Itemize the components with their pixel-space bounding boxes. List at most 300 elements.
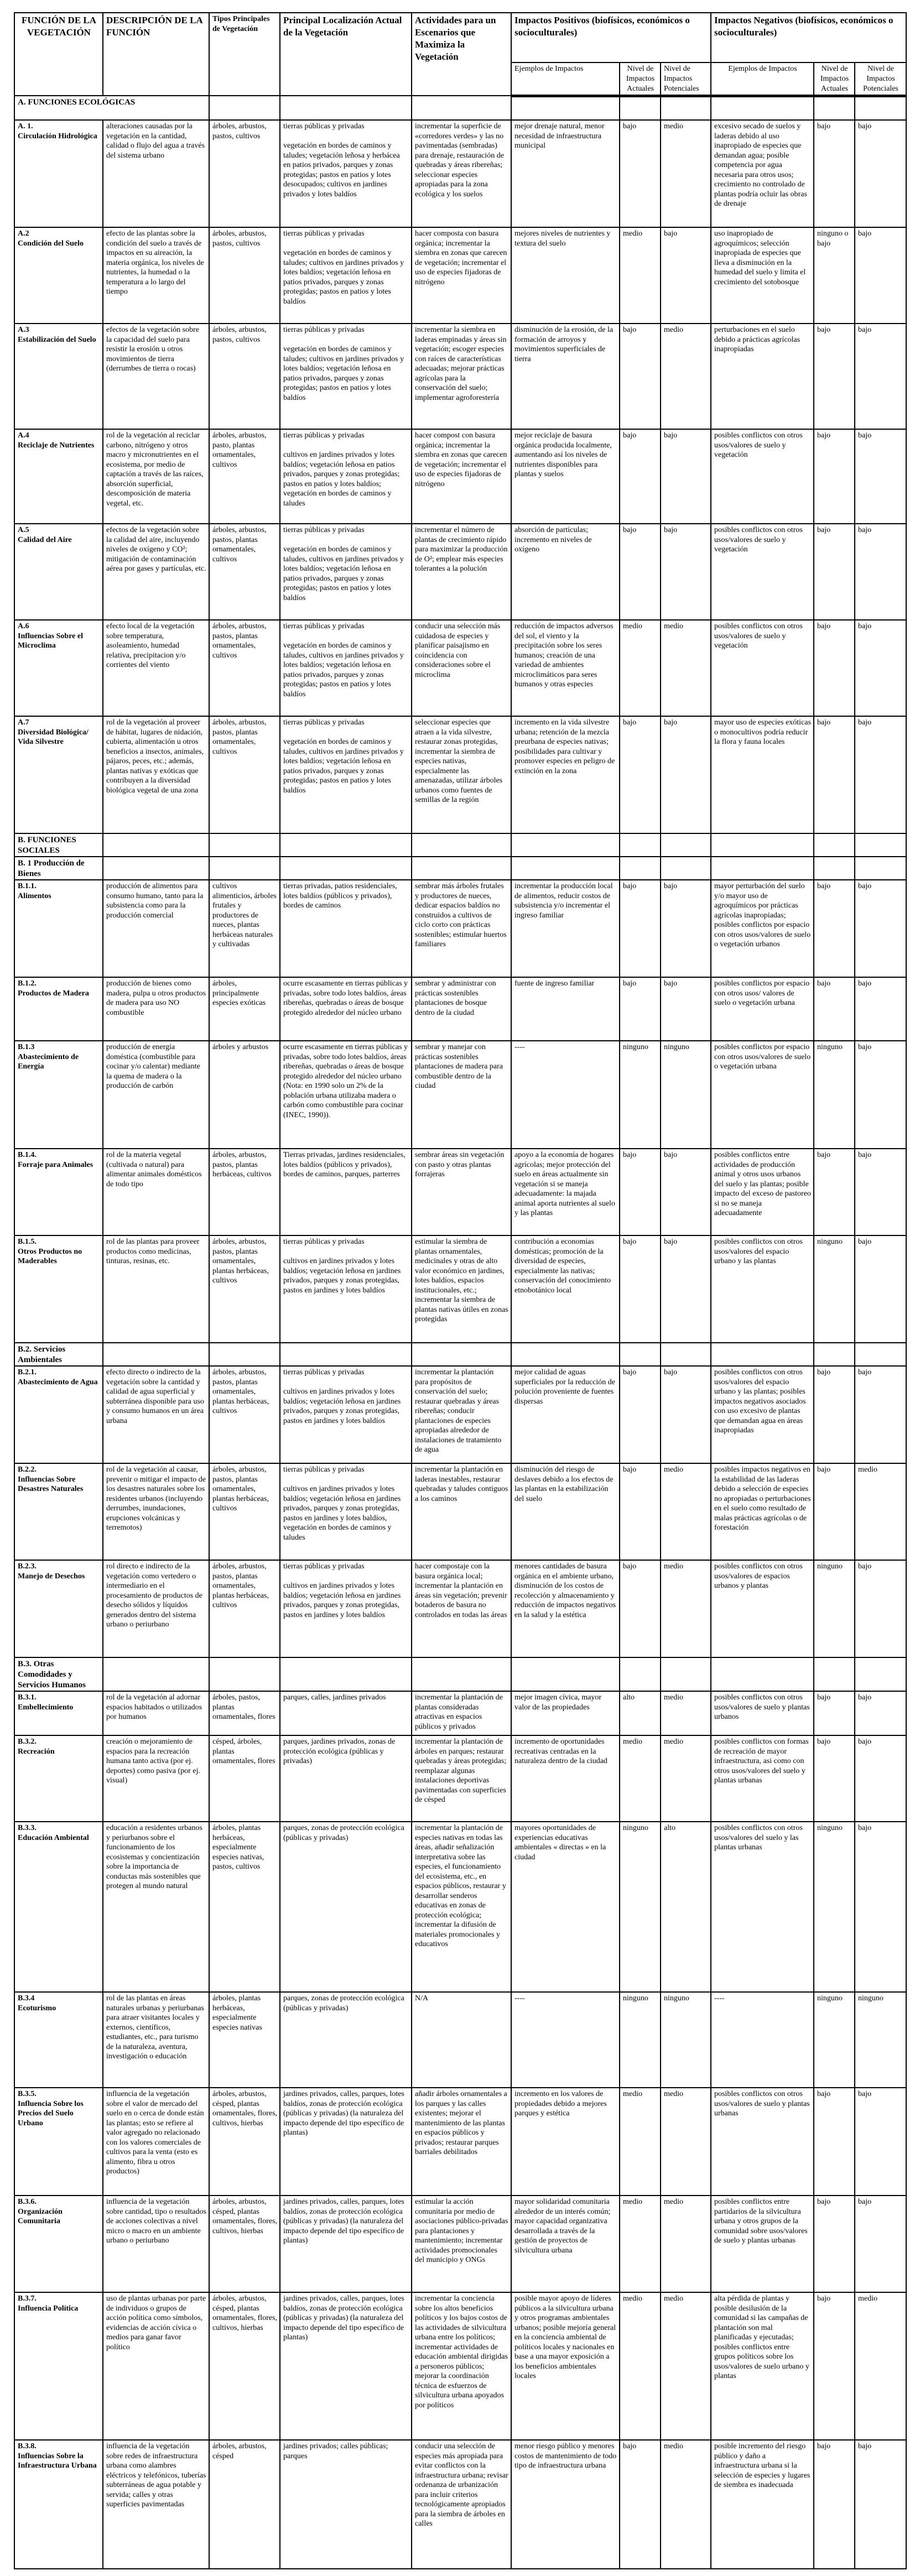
function-id: A.3 <box>18 326 29 334</box>
negative-potential-level: bajo <box>855 716 906 833</box>
negative-current-level: ninguno <box>814 1992 855 2088</box>
negative-current-level: ninguno <box>814 1235 855 1343</box>
negative-potential-level: bajo <box>855 120 906 227</box>
vegetation-location: jardines privados; calles públicas; parques <box>280 2440 412 2569</box>
function-description: influencia de la vegetación sobre cantidad, tipo o resultados de acciones colectivas a nivel micro o macro en un ambiente urbano o periurbano <box>103 2196 209 2292</box>
table-row <box>14 524 906 620</box>
section-title: B. 1 Producción de Bienes <box>14 857 103 880</box>
function-id: A.7 <box>18 718 29 727</box>
positive-current-level: bajo <box>620 716 661 833</box>
negative-current-level: bajo <box>814 977 855 1041</box>
vegetation-location: tierras públicas y privadas vegetación en bordes de caminos y taludes, cultivos en jardines privados y lotes baldíos; vegetación leñosa en patios privados, parques y zonas protegidas; pastos en patios y lotes baldíos <box>280 716 412 833</box>
function-name: Organización Comunitaria <box>18 2207 63 2225</box>
function-description: uso de plantas urbanas por parte de individuos o grupos de acción política como símbolos, evidencias de acción cívica o medios para ganar favor político <box>103 2292 209 2440</box>
vegetation-location: ocurre escasamente en tierras públicas y privadas, sobre todo lotes baldíos, áreas ribereñas, quebradas o áreas de bosque protegido alrededor del núcleo urbano (Nota: en 1990 solo un 2% de la población urbana utilizaba madera o carbón como combustible para cocinar (INEC, 1990)). <box>280 1041 412 1149</box>
vegetation-types: árboles y arbustos <box>209 1041 280 1149</box>
section-title: A. FUNCIONES ECOLÓGICAS <box>14 96 209 120</box>
empty-cell <box>412 1343 511 1366</box>
negative-potential-level: bajo <box>855 620 906 716</box>
table-row <box>14 324 906 429</box>
maximizing-activities: hacer compost con basura orgánica; incrementar la siembra en zonas que carecen de vegetación; incrementar el uso de especies fijadoras de nitrógeno <box>412 429 511 524</box>
positive-impact-examples: mejor drenaje natural, menor necesidad de infraestructura municipal <box>511 120 620 227</box>
function-id: A.4 <box>18 431 29 440</box>
table-row <box>14 1235 906 1343</box>
function-name: Condición del Suelo <box>18 239 84 248</box>
negative-current-level: bajo <box>814 2440 855 2569</box>
negative-current-level: bajo <box>814 1463 855 1560</box>
function-name: Abastecimiento de Energía <box>18 1052 79 1071</box>
vegetation-location: tierras públicas y privadas cultivos en jardines privados y lotes baldíos; vegetación leñosa en patios privados, parques y zonas protegidas; pastos en patios y lotes baldíos; vegetación en bordes de caminos y taludes <box>280 429 412 524</box>
header-positive-examples: Ejemplos de Impactos <box>511 62 620 96</box>
positive-current-level: bajo <box>620 1560 661 1657</box>
positive-impact-examples: ---- <box>511 1041 620 1149</box>
header-description: DESCRIPCIÓN DE LA FUNCIÓN <box>103 13 209 96</box>
function-name: Influencias Sobre Desastres Naturales <box>18 1475 84 1493</box>
negative-current-level: bajo <box>814 120 855 227</box>
negative-potential-level: ninguno <box>855 1992 906 2088</box>
positive-potential-level: medio <box>661 1463 711 1560</box>
header-location: Principal Localización Actual de la Vegetación <box>280 13 412 96</box>
negative-current-level: bajo <box>814 2292 855 2440</box>
negative-potential-level: bajo <box>855 524 906 620</box>
function-name: Embellecimiento <box>18 1703 74 1712</box>
header-positive-impacts: Impactos Positivos (biofísicos, económicos o socioculturales) <box>511 13 711 62</box>
function-description: efectos de la vegetación sobre la capacidad del suelo para resistir la erosión u otros movimientos de tierra (derrumbes de tierra o rocas) <box>103 324 209 429</box>
function-cell <box>14 2440 103 2569</box>
negative-impact-examples: posibles conflictos con otros usos/valores de suelo y plantas urbanos <box>711 1691 814 1735</box>
negative-current-level: bajo <box>814 524 855 620</box>
header-negative-impacts: Impactos Negativos (biofísicos, económicos o socioculturales) <box>711 13 906 62</box>
positive-impact-examples: posible mayor apoyo de líderes públicos a la silvicultura urbana y otros programas ambientales urbanos; posible mejoría general en la conciencia ambiental de políticos locales y nacionales en base a una mayor exposición a los beneficios ambientales locales <box>511 2292 620 2440</box>
positive-impact-examples: menores cantidades de basura orgánica en el ambiente urbano, disminución de los costos de recolección y almacenamiento y reducción de impactos negativos en la salud y la estética <box>511 1560 620 1657</box>
empty-cell <box>280 1657 412 1691</box>
positive-impact-examples: disminución del riesgo de deslaves debido a los efectos de las plantas en la estabilización del suelo <box>511 1463 620 1560</box>
empty-cell <box>620 857 661 880</box>
function-id: B.2.1. <box>18 1368 37 1376</box>
header-positive-current: Nivel de Impactos Actuales <box>620 62 661 96</box>
negative-current-level: bajo <box>814 1149 855 1235</box>
function-name: Circulación Hidrológica <box>18 132 97 140</box>
function-cell <box>14 716 103 833</box>
table-row <box>14 1735 906 1822</box>
vegetation-location: tierras públicas y privadas vegetación en bordes de caminos y taludes, cultivos en jardines privados y lotes baldíos; vegetación leñosa en patios privados, parques y zonas protegidas; pastos en patios y lotes baldíos <box>280 620 412 716</box>
table-row <box>14 620 906 716</box>
positive-potential-level: medio <box>661 2196 711 2292</box>
negative-current-level: bajo <box>814 620 855 716</box>
table-row <box>14 977 906 1041</box>
positive-potential-level: medio <box>661 120 711 227</box>
negative-potential-level: bajo <box>855 1235 906 1343</box>
positive-current-level: bajo <box>620 324 661 429</box>
table-row <box>14 2440 906 2569</box>
vegetation-location: parques, jardines privados, zonas de protección ecológica (públicas y privadas) <box>280 1735 412 1822</box>
function-cell <box>14 120 103 227</box>
function-name: Alimentos <box>18 891 51 900</box>
vegetation-types: árboles, principalmente especies exóticas <box>209 977 280 1041</box>
positive-impact-examples: fuente de ingreso familiar <box>511 977 620 1041</box>
maximizing-activities: incrementar la superficie de «corredores verdes» y las no pavimentadas (sembradas) para drenaje, restauración de quebradas y áreas ribereñas; seleccionar especies apropiadas para la zona ecológica y los suelos <box>412 120 511 227</box>
vegetation-types: árboles, arbustos, pastos, cultivos <box>209 120 280 227</box>
positive-current-level: alto <box>620 1691 661 1735</box>
vegetation-types: árboles, arbustos, pastos, plantas ornamentales, plantas herbáceas, cultivos <box>209 1560 280 1657</box>
vegetation-types: árboles, arbustos, pasto, plantas ornamentales, cultivos <box>209 429 280 524</box>
positive-potential-level: medio <box>661 620 711 716</box>
function-description: influencia de la vegetación sobre redes de infraestructura urbana como alambres eléctricos y telefónicos, tuberías subterráneas de agua potable y servida; calles y otras superficies pavimentadas <box>103 2440 209 2569</box>
positive-current-level: medio <box>620 2196 661 2292</box>
empty-cell <box>661 857 711 880</box>
function-id: B.1.1. <box>18 882 37 890</box>
function-id: B.3.4 <box>18 1994 35 2003</box>
function-description: efectos de la vegetación sobre la calidad del aire, incluyendo niveles de oxígeno y CO²; mitigación de contaminación aérea por gases y partículas, etc. <box>103 524 209 620</box>
table-row <box>14 880 906 977</box>
empty-cell <box>855 857 906 880</box>
positive-impact-examples: mejor calidad de aguas superficiales por la reducción de polución proveniente de fuentes dispersas <box>511 1366 620 1463</box>
positive-impact-examples: disminución de la erosión, de la formación de arroyos y movimientos superficiales de tierra <box>511 324 620 429</box>
negative-impact-examples: posibles conflictos por espacio con otros usos/valores de suelo o vegetación urbana <box>711 1041 814 1149</box>
function-cell <box>14 2088 103 2196</box>
function-description: efecto de las plantas sobre la condición del suelo a través de impactos en su aireación, la materia orgánica, los niveles de nutrientes, la humedad o la temperatura a lo largo del tiempo <box>103 227 209 324</box>
positive-potential-level: alto <box>661 1822 711 1992</box>
function-id: B.3.3. <box>18 1824 37 1832</box>
positive-potential-level: bajo <box>661 880 711 977</box>
function-description: rol directo e indirecto de la vegetación como vertedero o intermediario en el procesamiento de productos de desecho sólidos y líquidos generados dentro del sistema urbano o periurbano <box>103 1560 209 1657</box>
empty-cell <box>620 833 661 857</box>
negative-current-level: ninguno <box>814 1560 855 1657</box>
function-description: influencia de la vegetación sobre el valor de mercado del suelo en o cerca de donde están las plantas; esto se refiere al valor agregado no relacionado con los valores comerciales de cultivos para la venta (esto es alimento, fibra u otros productos) <box>103 2088 209 2196</box>
table-body <box>14 96 906 2569</box>
empty-cell <box>412 1657 511 1691</box>
positive-impact-examples: incremento en la vida silvestre urbana; retención de la mezcla preurbana de especies nativas; posibilidades para cultivar y promover especies en peligro de extinción en la zona <box>511 716 620 833</box>
function-cell <box>14 880 103 977</box>
table-row <box>14 2292 906 2440</box>
positive-potential-level: bajo <box>661 429 711 524</box>
function-name: Diversidad Biológica/ Vida Silvestre <box>18 728 89 746</box>
negative-impact-examples: alta pérdida de plantas y posible desilusión de la comunidad si las campañas de plantación son mal planificadas y ejecutadas; posibles conflictos entre grupos políticos sobre los usos/valores de suelo urbano y plantas <box>711 2292 814 2440</box>
function-cell <box>14 1149 103 1235</box>
empty-cell <box>412 96 511 120</box>
function-cell <box>14 2196 103 2292</box>
function-name: Educación Ambiental <box>18 1833 89 1842</box>
empty-cell <box>814 833 855 857</box>
vegetation-types: árboles, plantas herbáceas, especialmente especies nativas, pastos, cultivos <box>209 1822 280 1992</box>
section-title: B.2. Servicios Ambientales <box>14 1343 103 1366</box>
empty-cell <box>814 96 855 120</box>
function-id: B.1.5. <box>18 1238 37 1246</box>
negative-impact-examples: mayor perturbación del suelo y/o mayor uso de agroquímicos por prácticas agrícolas inapropiadas; posibles conflictos por espacio con otros usos/valores de suelo o vegetación urbanos <box>711 880 814 977</box>
empty-cell <box>661 1343 711 1366</box>
negative-potential-level: bajo <box>855 2196 906 2292</box>
negative-impact-examples: posibles conflictos entre partidarios de la silvicultura urbana y otros grupos de la comunidad sobre usos/valores de suelo y plantas urbanas <box>711 2196 814 2292</box>
negative-current-level: bajo <box>814 716 855 833</box>
function-name: Calidad del Aire <box>18 535 72 544</box>
table-row <box>14 1560 906 1657</box>
empty-cell <box>711 1343 814 1366</box>
empty-cell <box>855 96 906 120</box>
table-header <box>14 13 906 96</box>
positive-impact-examples: menor riesgo público y menores costos de mantenimiento de todo tipo de infraestructura urbana <box>511 2440 620 2569</box>
function-name: Influencia Sobre los Precios del Suelo Urbano <box>18 2099 84 2127</box>
empty-cell <box>412 833 511 857</box>
section-row <box>14 1343 906 1366</box>
table-row <box>14 1691 906 1735</box>
empty-cell <box>711 857 814 880</box>
function-description: efecto local de la vegetación sobre temperatura, asoleamiento, humedad relativa, precipitacion y/o corrientes del viento <box>103 620 209 716</box>
positive-potential-level: bajo <box>661 1366 711 1463</box>
negative-current-level: bajo <box>814 2196 855 2292</box>
empty-cell <box>620 96 661 120</box>
empty-cell <box>661 833 711 857</box>
positive-potential-level: medio <box>661 2292 711 2440</box>
maximizing-activities: incrementar la plantación de plantas consideradas atractivas en espacios públicos y privados <box>412 1691 511 1735</box>
maximizing-activities: incrementar la plantación de árboles en parques; restaurar quebradas y áreas protegidas; reemplazar algunas instalaciones deportivas pavimentadas con superficies de césped <box>412 1735 511 1822</box>
vegetation-location: jardines privados, calles, parques, lotes baldíos, zonas de protección ecológica (públicas y privadas) (la naturaleza del impacto depende del tipo específico de plantas) <box>280 2292 412 2440</box>
vegetation-location: tierras públicas y privadas vegetación en bordes de caminos y taludes, cultivos en jardines privados y lotes baldíos; vegetación leñosa en patios privados, parques y zonas protegidas; pastos en patios y lotes baldíos <box>280 524 412 620</box>
empty-cell <box>511 857 620 880</box>
maximizing-activities: estimular la siembra de plantas ornamentales, medicinales y otras de alto valor económico en jardines, lotes baldíos, espacios institucionales, etc.; incrementar la siembra de plantas nativas útiles en zonas protegidas <box>412 1235 511 1343</box>
maximizing-activities: conducir una selección de especies más apropiada para evitar conflictos con la infraestructura urbana; revisar ordenanza de urbanización para incluir criterios tecnológicamente apropiados para la siembra de árboles en calles <box>412 2440 511 2569</box>
positive-impact-examples: mejor reciclaje de basura orgánica producida localmente, aumentando así los niveles de nutrientes disponibles para plantas y suelos <box>511 429 620 524</box>
negative-potential-level: bajo <box>855 1366 906 1463</box>
vegetation-types: árboles, arbustos, pastos, plantas ornamentales, plantas herbáceas, cultivos <box>209 1463 280 1560</box>
function-cell <box>14 1992 103 2088</box>
vegetation-functions-table <box>14 12 907 2569</box>
table-row <box>14 1149 906 1235</box>
function-description: producción de alimentos para consumo humano, tanto para la subsistencia como para la producción comercial <box>103 880 209 977</box>
function-description: rol de la vegetación al causar, prevenir o mitigar el impacto de los desastres naturales sobre los residentes urbanos (incluyendo derrumbes, inundaciones, erupciones volcánicas y terremotos) <box>103 1463 209 1560</box>
function-description: producción de energía doméstica (combustible para cocinar y/o calentar) mediante la quema de madera o la producción de carbón <box>103 1041 209 1149</box>
table-row <box>14 1822 906 1992</box>
maximizing-activities: incrementar la plantación de especies nativas en todas las áreas, añadir señalización interpretativa sobre las especies, el funcionamiento del ecosistema, etc., en espacios públicos, restaurar y desarrollar senderos educativas en zonas de protección ecológica; incrementar la difusión de materiales promocionales y educativos <box>412 1822 511 1992</box>
function-id: B.2.3. <box>18 1562 37 1571</box>
function-description: rol de las plantas para proveer productos como medicinas, tinturas, resinas, etc. <box>103 1235 209 1343</box>
negative-impact-examples: posibles conflictos entre actividades de producción animal y otros usos urbanos del suelo y las plantas; posible impacto del exceso de pastoreo si no se maneja adecuadamente <box>711 1149 814 1235</box>
positive-potential-level: ninguno <box>661 1041 711 1149</box>
positive-impact-examples: reducción de impactos adversos del sol, el viento y la precipitación sobre los seres humanos; creación de una variedad de ambientes microclimáticos para seres humanos y otras especies <box>511 620 620 716</box>
empty-cell <box>103 1343 209 1366</box>
maximizing-activities: seleccionar especies que atraen a la vida silvestre, restaurar zonas protegidas, incrementar la siembra de especies nativas, especialmente las amenazadas, utilizar árboles urbanos como fuentes de semillas de la región <box>412 716 511 833</box>
negative-impact-examples: posibles conflictos con otros usos/valores de suelo y plantas urbanas <box>711 2088 814 2196</box>
positive-potential-level: medio <box>661 2440 711 2569</box>
function-cell <box>14 1691 103 1735</box>
positive-current-level: medio <box>620 227 661 324</box>
function-description: rol de la vegetación al proveer de hábitat, lugares de nidación, cubierta, alimentación u otros beneficios a insectos, animales, pájaros, peces, etc.; además, plantas nativas y exóticas que contribuyen a la diversidad biológica vegetal de una zona <box>103 716 209 833</box>
function-cell <box>14 1463 103 1560</box>
header-activities: Actividades para un Escenarios que Maximiza la Vegetación <box>412 13 511 96</box>
header-negative-potential: Nivel de Impactos Potenciales <box>855 62 906 96</box>
positive-current-level: ninguno <box>620 1822 661 1992</box>
positive-impact-examples: mayor solidaridad comunitaria alrededor de un interés común; mayor capacidad organizativa desarrollada a través de la gestión de proyectos de silvicultura urbana <box>511 2196 620 2292</box>
positive-current-level: bajo <box>620 524 661 620</box>
positive-potential-level: medio <box>661 1735 711 1822</box>
positive-potential-level: medio <box>661 1691 711 1735</box>
empty-cell <box>661 1657 711 1691</box>
negative-impact-examples: excesivo secado de suelos y laderas debido al uso inapropiado de especies que demandan agua; posible competencia por agua necesaria para otros usos; crecimiento no controlado de plantas podría ocluir las obras de drenaje <box>711 120 814 227</box>
positive-current-level: ninguno <box>620 1041 661 1149</box>
negative-impact-examples: posibles conflictos con otros usos/valores de suelo y vegetación <box>711 620 814 716</box>
table-row <box>14 1463 906 1560</box>
negative-impact-examples: posibles conflictos con otros usos/valores del espacio urbano y las plantas; posibles impactos negativos asociados con uso excesivo de plantas que demandan agua en áreas inapropiadas <box>711 1366 814 1463</box>
function-id: B.2.2. <box>18 1466 37 1474</box>
empty-cell <box>511 96 620 120</box>
header-negative-current: Nivel de Impactos Actuales <box>814 62 855 96</box>
negative-impact-examples: uso inapropiado de agroquímicos; selección inapropiada de especies que lleva a disminución en la humedad del suelo y limita el crecimiento del sotobosque <box>711 227 814 324</box>
vegetation-location: tierras públicas y privadas cultivos en jardines privados y lotes baldíos; vegetación leñosa en jardines privados, parques y zonas protegidas, pastos en jardines y lotes baldíos, vegetación en bordes de caminos y taludes <box>280 1463 412 1560</box>
empty-cell <box>280 833 412 857</box>
function-cell <box>14 324 103 429</box>
empty-cell <box>661 96 711 120</box>
function-name: Otros Productos no Maderables <box>18 1247 82 1265</box>
vegetation-types: árboles, arbustos, pastos, plantas ornamentales, plantas herbáceas, cultivos <box>209 1366 280 1463</box>
negative-potential-level: medio <box>855 2292 906 2440</box>
vegetation-location: tierras públicas y privadas vegetación en bordes de caminos y taludes; cultivos en jardines privados y lotes baldíos; vegetación leñosa en patios privados, parques y zonas protegidas; pastos en patios y lotes baldíos <box>280 227 412 324</box>
function-description: educación a residentes urbanos y periurbanos sobre el funcionamiento de los ecosistemas y concientización sobre la importancia de conductas más sostenibles que protegen al mundo natural <box>103 1822 209 1992</box>
function-id: A. 1. <box>18 122 33 131</box>
function-description: efecto directo o indirecto de la vegetación sobre la cantidad y calidad de agua superficial y subterránea disponible para uso y consumo humanos en un área urbana <box>103 1366 209 1463</box>
function-name: Ecoturismo <box>18 2004 56 2012</box>
maximizing-activities: N/A <box>412 1992 511 2088</box>
vegetation-types: árboles, arbustos, pastos, plantas herbáceas, cultivos <box>209 1149 280 1235</box>
maximizing-activities: hacer compostaje con la basura orgánica local; incrementar la plantación en áreas sin vegetación; prevenir botaderos de basura no controlados en todas las áreas <box>412 1560 511 1657</box>
function-name: Recreación <box>18 1747 55 1756</box>
negative-potential-level: bajo <box>855 227 906 324</box>
positive-current-level: bajo <box>620 1149 661 1235</box>
function-cell <box>14 227 103 324</box>
empty-cell <box>855 1657 906 1691</box>
negative-impact-examples: posibles conflictos con otros usos/valores de espacios urbanos y plantas <box>711 1560 814 1657</box>
empty-cell <box>814 857 855 880</box>
positive-potential-level: bajo <box>661 1149 711 1235</box>
function-cell <box>14 429 103 524</box>
vegetation-location: tierras públicas y privadas cultivos en jardines privados y lotes baldíos; vegetación leñosa en jardines privados, parques y zonas protegidas, pastos en jardines y lotes baldíos <box>280 1560 412 1657</box>
empty-cell <box>209 857 280 880</box>
section-row <box>14 96 906 120</box>
maximizing-activities: conducir una selección más cuidadosa de especies y planificar paisajismo en coincidencia con consideraciones sobre el microclima <box>412 620 511 716</box>
maximizing-activities: añadir árboles ornamentales a los parques y las calles existentes; mejorar el mantenimiento de las plantas en espacios públicos y privados; restaurar parques barriales debilitados <box>412 2088 511 2196</box>
section-title: B. FUNCIONES SOCIALES <box>14 833 103 857</box>
negative-potential-level: bajo <box>855 2440 906 2569</box>
positive-potential-level: bajo <box>661 716 711 833</box>
positive-current-level: medio <box>620 1735 661 1822</box>
positive-potential-level: bajo <box>661 524 711 620</box>
function-description: producción de bienes como madera, pulpa u otros productos de madera para uso NO combustible <box>103 977 209 1041</box>
empty-cell <box>511 833 620 857</box>
function-id: B.1.3 <box>18 1043 35 1051</box>
empty-cell <box>209 1343 280 1366</box>
vegetation-location: Tierras privadas, jardines residenciales, lotes baldíos (públicos y privados), bordes de caminos, parques, parterres <box>280 1149 412 1235</box>
positive-impact-examples: incremento en los valores de propiedades debido a mejores parques y estética <box>511 2088 620 2196</box>
empty-cell <box>711 833 814 857</box>
header-function: FUNCIÓN DE LA VEGETACIÓN <box>14 13 103 96</box>
negative-potential-level: bajo <box>855 977 906 1041</box>
function-name: Reciclaje de Nutrientes <box>18 441 95 450</box>
function-name: Productos de Madera <box>18 989 89 998</box>
section-row <box>14 857 906 880</box>
positive-potential-level: medio <box>661 1560 711 1657</box>
function-name: Abastecimiento de Agua <box>18 1378 98 1386</box>
empty-cell <box>280 857 412 880</box>
empty-cell <box>103 1657 209 1691</box>
vegetation-types: árboles, pastos, plantas ornamentales, flores <box>209 1691 280 1735</box>
header-negative-examples: Ejemplos de Impactos <box>711 62 814 96</box>
function-id: B.3.7. <box>18 2295 37 2303</box>
function-id: B.3.6. <box>18 2198 37 2206</box>
negative-current-level: bajo <box>814 1691 855 1735</box>
maximizing-activities: estimular la acción comunitaria por medio de asociaciones público-privadas para plantaciones y mantenimiento; incrementar actividades promocionales del municipio y ONGs <box>412 2196 511 2292</box>
function-id: B.3.1. <box>18 1693 37 1702</box>
negative-impact-examples: posibles conflictos con otros usos/valores de suelo y vegetación <box>711 524 814 620</box>
vegetation-types: árboles, arbustos, pastos, plantas ornamentales, cultivos <box>209 716 280 833</box>
table-row <box>14 716 906 833</box>
maximizing-activities: sembrar y administrar con prácticas sostenibles plantaciones de bosque dentro de la ciudad <box>412 977 511 1041</box>
function-name: Estabilización del Suelo <box>18 335 96 344</box>
function-cell <box>14 524 103 620</box>
function-description: rol de la vegetación al adornar espacios habitados o utilizados por humanos <box>103 1691 209 1735</box>
negative-current-level: bajo <box>814 2088 855 2196</box>
positive-potential-level: ninguno <box>661 1992 711 2088</box>
negative-potential-level: bajo <box>855 1735 906 1822</box>
empty-cell <box>280 96 412 120</box>
vegetation-types: árboles, plantas herbáceas, especialmente especies nativas <box>209 1992 280 2088</box>
negative-impact-examples: posible incremento del riesgo público y daño a infraestructura urbana si la selección de especies y lugares de siembra es inadecuada <box>711 2440 814 2569</box>
empty-cell <box>103 857 209 880</box>
empty-cell <box>511 1657 620 1691</box>
vegetation-types: árboles, arbustos, césped, plantas ornamentales, flores, cultivos, hierbas <box>209 2088 280 2196</box>
positive-impact-examples: mejores niveles de nutrientes y textura del suelo <box>511 227 620 324</box>
positive-impact-examples: incrementar la producción local de alimentos, reducir costos de subsistencia y/o incrementar el ingreso familiar <box>511 880 620 977</box>
positive-current-level: bajo <box>620 429 661 524</box>
positive-current-level: medio <box>620 2292 661 2440</box>
negative-impact-examples: posibles impactos negativos en la estabilidad de las laderas debido a selección de especies no apropiadas o perturbaciones en el suelo como resultado de malas prácticas agrícolas o de forestación <box>711 1463 814 1560</box>
vegetation-location: tierras públicas y privadas cultivos en jardines privados y lotes baldíos; vegetación leñosa en jardines privados, parques y zonas protegidas, pastos en jardines y lotes baldíos <box>280 1235 412 1343</box>
maximizing-activities: sembrar más árboles frutales y productores de nueces, dedicar espacios baldíos no construidos a cultivos de ciclo corto con prácticas sostenibles; estimular huertos familiares <box>412 880 511 977</box>
negative-current-level: bajo <box>814 1366 855 1463</box>
maximizing-activities: incrementar la plantación para propósitos de conservación del suelo; restaurar quebradas y áreas ribereñas; conducir plantaciones de especies apropiadas alrededor de instalaciones de tratamiento de agua <box>412 1366 511 1463</box>
positive-current-level: bajo <box>620 120 661 227</box>
vegetation-location: parques, calles, jardines privados <box>280 1691 412 1735</box>
empty-cell <box>209 96 280 120</box>
maximizing-activities: hacer composta con basura orgánica; incrementar la siembra en zonas que carecen de vegetación; incrementar el uso de especies fijadoras de nitrógeno <box>412 227 511 324</box>
empty-cell <box>103 833 209 857</box>
vegetation-location: parques, zonas de protección ecológica (públicas y privadas) <box>280 1992 412 2088</box>
positive-potential-level: bajo <box>661 1235 711 1343</box>
function-name: Influencias Sobre el Microclima <box>18 632 83 650</box>
maximizing-activities: incrementar la siembra en laderas empinadas y áreas sin vegetación; escoger especies con raíces de características adecuadas; mejorar prácticas agrícolas para la conservación del suelo; implementar agroforestería <box>412 324 511 429</box>
vegetation-types: árboles, arbustos, césped, plantas ornamentales, flores, cultivos, hierbas <box>209 2196 280 2292</box>
empty-cell <box>412 857 511 880</box>
vegetation-location: parques, zonas de protección ecológica (públicas y privadas) <box>280 1822 412 1992</box>
function-cell <box>14 1235 103 1343</box>
positive-impact-examples: mejor imagen cívica, mayor valor de las propiedades <box>511 1691 620 1735</box>
empty-cell <box>814 1343 855 1366</box>
function-description: rol de la materia vegetal (cultivada o natural) para alimentar animales domésticos de todo tipo <box>103 1149 209 1235</box>
negative-current-level: ninguno o bajo <box>814 227 855 324</box>
vegetation-location: tierras públicas y privadas cultivos en jardines privados y lotes baldíos; vegetación leñosa en jardines privados, parques y zonas protegidas, pastos en jardines y lotes baldíos <box>280 1366 412 1463</box>
positive-impact-examples: contribución a economías domésticas; promoción de la diversidad de especies, especialmente las nativas; conservación del conocimiento etnobotánico local <box>511 1235 620 1343</box>
positive-current-level: medio <box>620 620 661 716</box>
empty-cell <box>855 833 906 857</box>
negative-potential-level: bajo <box>855 1041 906 1149</box>
vegetation-types: árboles, arbustos, césped, plantas ornamentales, flores, cultivos, hierbas <box>209 2292 280 2440</box>
function-id: B.3.8. <box>18 2442 37 2450</box>
maximizing-activities: incrementar la conciencia sobre los altos beneficios políticos y los bajos costos de las actividades de silvicultura urbana entre los políticos; incrementar actividades de educación ambiental dirigidas a personeros públicos; mejorar la coordinación técnica de esfuerzos de silvicultura urbana apoyados por políticos <box>412 2292 511 2440</box>
table-row <box>14 120 906 227</box>
table-row <box>14 1366 906 1463</box>
positive-impact-examples: mayores oportunidades de experiencias educativas ambientales « directas » en la ciudad <box>511 1822 620 1992</box>
function-description: rol de las plantas en áreas naturales urbanas y periurbanas para atraer visitantes locales y externos, científicos, estudiantes, etc., para turismo de la naturaleza, aventura, investigación o educación <box>103 1992 209 2088</box>
section-title: B.3. Otras Comodidades y Servicios Humanos <box>14 1657 103 1691</box>
negative-current-level: ninguno <box>814 1041 855 1149</box>
table-row <box>14 227 906 324</box>
